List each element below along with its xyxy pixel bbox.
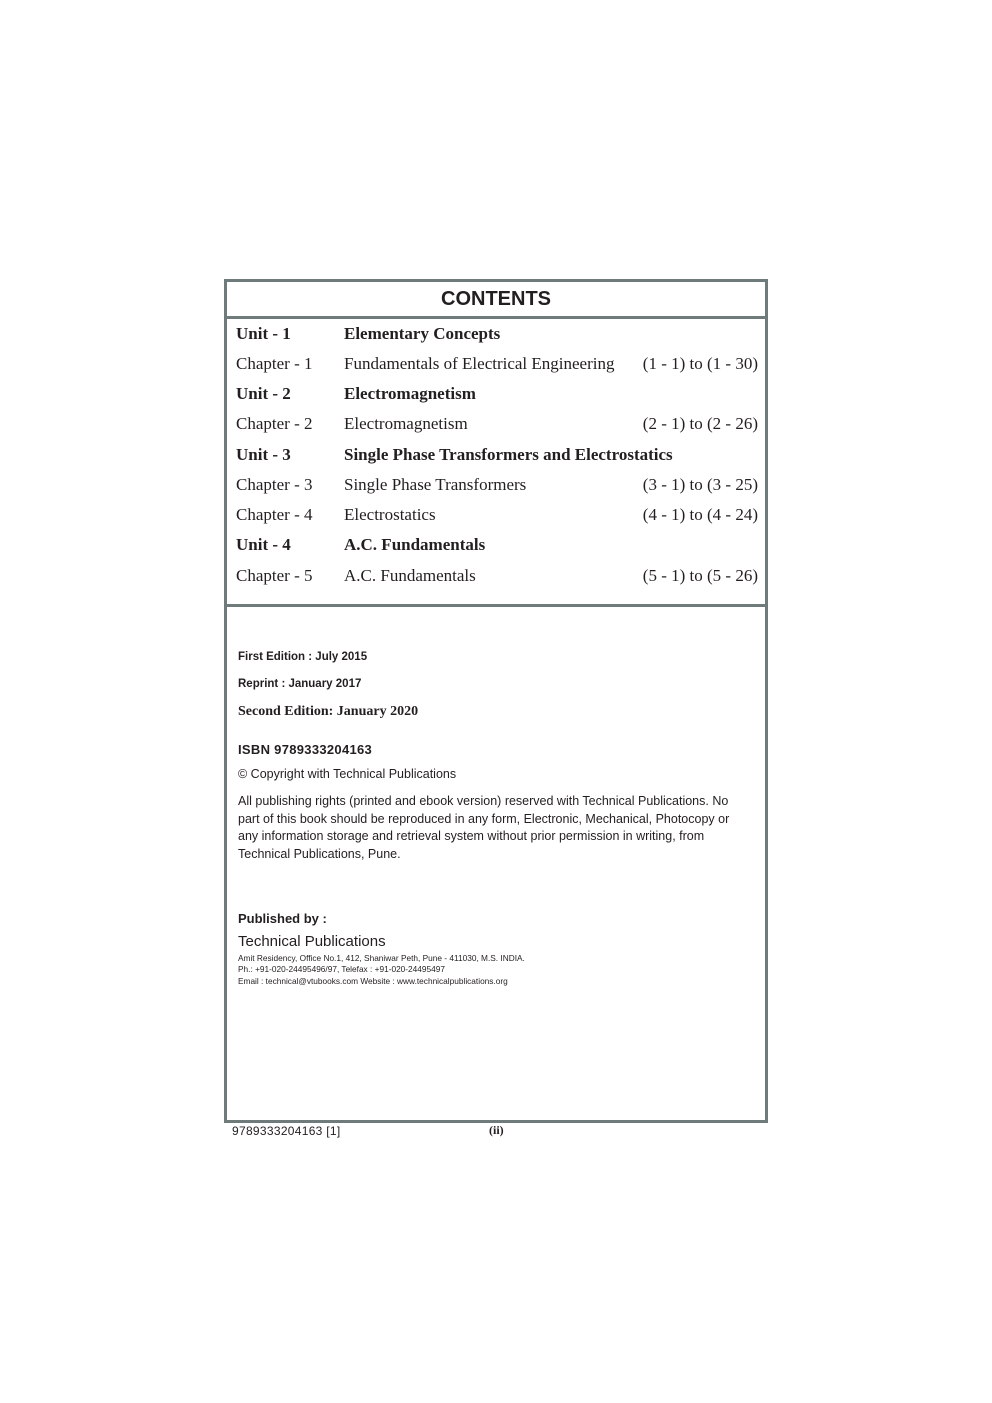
toc-label: Unit - 3 xyxy=(236,445,291,464)
copyright: © Copyright with Technical Publications xyxy=(238,767,457,781)
toc-label: Chapter - 5 xyxy=(236,566,313,585)
toc-unit-row xyxy=(236,381,758,407)
toc-title: Fundamentals of Electrical Engineering xyxy=(344,354,615,373)
toc-pages: (4 - 1) to (4 - 24) xyxy=(642,505,758,524)
publisher-address: Amit Residency, Office No.1, 412, Shaniwar Peth, Pune - 411030, M.S. INDIA. xyxy=(238,953,525,963)
toc-unit-row xyxy=(236,442,758,468)
toc-chapter-row xyxy=(236,351,758,377)
toc-title: Elementary Concepts xyxy=(344,324,501,343)
toc-pages: (5 - 1) to (5 - 26) xyxy=(642,566,758,585)
contents-frame xyxy=(224,279,768,1123)
toc-pages: (1 - 1) to (1 - 30) xyxy=(642,354,758,373)
toc-label: Unit - 4 xyxy=(236,535,291,554)
footer-code: 9789333204163 [1] xyxy=(232,1124,341,1138)
publisher-email-website: Email : technical@vtubooks.com Website : www.technicalpublications.org xyxy=(238,976,508,986)
publisher-phone: Ph.: +91-020-24495496/97, Telefax : +91-020-24495497 xyxy=(238,964,445,974)
toc-pages: (2 - 1) to (2 - 26) xyxy=(642,414,758,433)
toc-label: Unit - 1 xyxy=(236,324,291,343)
contents-heading: CONTENTS xyxy=(227,282,765,319)
toc-chapter-row xyxy=(236,411,758,437)
toc-label: Unit - 2 xyxy=(236,384,291,403)
second-edition: Second Edition: January 2020 xyxy=(238,704,419,719)
contents-divider xyxy=(227,604,765,607)
toc-chapter-row xyxy=(236,502,758,528)
reprint: Reprint : January 2017 xyxy=(238,678,362,690)
published-by-label: Published by : xyxy=(238,911,327,926)
toc-title: Electromagnetism xyxy=(344,384,476,403)
publisher-name: Technical Publications xyxy=(238,933,386,950)
toc-label: Chapter - 4 xyxy=(236,505,313,524)
toc-pages: (3 - 1) to (3 - 25) xyxy=(642,475,758,494)
toc-chapter-row xyxy=(236,563,758,589)
isbn: ISBN 9789333204163 xyxy=(238,742,373,757)
toc-chapter-row xyxy=(236,472,758,498)
first-edition: First Edition : July 2015 xyxy=(238,651,368,663)
toc-title: A.C. Fundamentals xyxy=(344,535,486,554)
page-number: (ii) xyxy=(489,1123,504,1137)
toc-unit-row xyxy=(236,321,758,347)
toc-label: Chapter - 2 xyxy=(236,414,313,433)
toc-unit-row xyxy=(236,532,758,558)
rights-statement: All publishing rights (printed and ebook version) reserved with Technical Publications. No part of this book should be reproduced in any form, Electronic, Mechanical, Photocopy or any information storage and retrieval system without prior permission in writing, from Technical Publications, Pune. xyxy=(238,794,730,861)
toc-title: A.C. Fundamentals xyxy=(344,566,476,585)
toc-title: Single Phase Transformers xyxy=(344,475,527,494)
toc-title: Single Phase Transformers and Electrostatics xyxy=(344,445,673,464)
toc-label: Chapter - 3 xyxy=(236,475,313,494)
toc-label: Chapter - 1 xyxy=(236,354,313,373)
toc-title: Electrostatics xyxy=(344,505,436,524)
toc-title: Electromagnetism xyxy=(344,414,468,433)
